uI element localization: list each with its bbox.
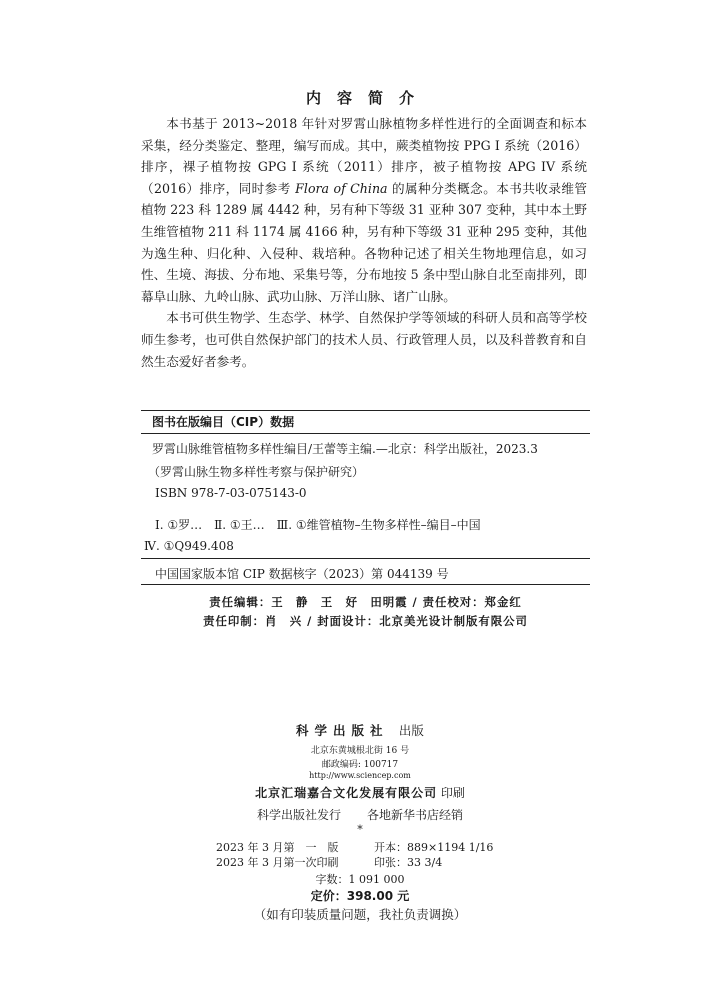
intro-paragraph-2: 本书可供生物学、生态学、林学、自然保护学等领域的科研人员和高等学校师生参考，也可供自然保护部门的技术人员、行政管理人员，以及科普教育和自然生态爱好者参考。	[141, 310, 587, 369]
issued-by: 科学出版社发行	[256, 808, 341, 822]
intro-body	[141, 113, 587, 372]
book-format: 开本：889×1194 1/16	[374, 841, 494, 854]
printer-name: 北京汇瑞嘉合文化发展有限公司	[255, 786, 438, 800]
printer-suffix: 印刷	[440, 786, 465, 800]
edition-row	[0, 840, 720, 855]
printer-line	[0, 784, 720, 801]
cip-top-rule	[141, 410, 590, 411]
cip-series-line: （罗霄山脉生物多样性考察与保护研究）	[148, 465, 365, 479]
quality-notice: （如有印装质量问题，我社负责调换）	[253, 907, 467, 922]
publisher-address: 北京东黄城根北街 16 号	[310, 746, 410, 756]
price: 定价：398.00 元	[310, 889, 410, 903]
cip-check-number: 中国国家版本馆 CIP 数据核字（2023）第 044139 号	[155, 567, 449, 581]
publisher-line	[0, 721, 720, 739]
cip-bottom-rule	[141, 584, 590, 585]
intro-paragraph-1-text-b: 的属种分类概念。本书共收录维管植物 223 科 1289 属 4442 种，另有种下等级 31 亚种 307 变种，其中本土野生维管植物 211 科 1174 属 4166 种，另有种下等级 31 亚种 295 变种，其他为逸生种、归化种、入侵种、栽培种。各物种记述了相关生物地理信息，如习性、生境、海拔、分布地、采集号等，分布地按 5 条中型山脉自北至南排列，即幕阜山脉、九岭山脉、武功山脉、万洋山脉、诸广山脉。	[141, 180, 587, 304]
cip-middle-rule	[141, 558, 590, 559]
production-line: 责任印制：肖 兴 / 封面设计：北京美光设计制版有限公司	[203, 614, 528, 628]
publisher-name: 科学出版社	[296, 723, 389, 738]
edition-block	[0, 840, 720, 870]
cip-title-line: 罗霄山脉维管植物多样性编目/王蕾等主编.—北京：科学出版社，2023.3	[152, 442, 538, 456]
flora-of-china-title: Flora of China	[295, 180, 388, 196]
edition-date: 2023 年 3 月第 一 版	[216, 841, 339, 854]
printed-sheets: 印张：33 3/4	[374, 856, 443, 869]
cip-classification-2: Ⅳ. ①Q949.408	[144, 539, 234, 553]
publisher-postcode: 邮政编码: 100717	[321, 760, 399, 770]
distribution-line	[0, 806, 720, 823]
intro-paragraph-1-text-a: 本书基于 2013~2018 年针对罗霄山脉植物多样性进行的全面调查和标本采集，经分类鉴定、整理，编写而成。其中，蕨类植物按 PPG I 系统（2016）排序，裸子植物按 GPG I 系统（2011）排序，被子植物按 APG IV 系统（2016）排序，同时参考	[141, 116, 587, 196]
cip-heading: 图书在版编目（CIP）数据	[152, 415, 295, 429]
intro-title: 内容简介	[305, 89, 430, 107]
printing-date: 2023 年 3 月第一次印刷	[216, 856, 339, 869]
editors-line: 责任编辑：王 静 王 好 田明霞 / 责任校对：郑金红	[209, 595, 522, 609]
sold-by: 各地新华书店经销	[367, 808, 464, 822]
cip-heading-rule	[141, 433, 590, 434]
printing-row	[0, 855, 720, 870]
publisher-url: http://www.sciencep.com	[309, 771, 411, 780]
cip-classification-1: Ⅰ. ①罗… Ⅱ. ①王… Ⅲ. ①维管植物–生物多样性–编目–中国	[155, 518, 481, 532]
intro-paragraph-1	[141, 113, 587, 307]
separator-star: *	[357, 823, 363, 836]
word-count: 字数：1 091 000	[315, 873, 405, 886]
publisher-suffix: 出版	[398, 723, 424, 738]
cip-isbn: ISBN 978-7-03-075143-0	[155, 486, 307, 500]
